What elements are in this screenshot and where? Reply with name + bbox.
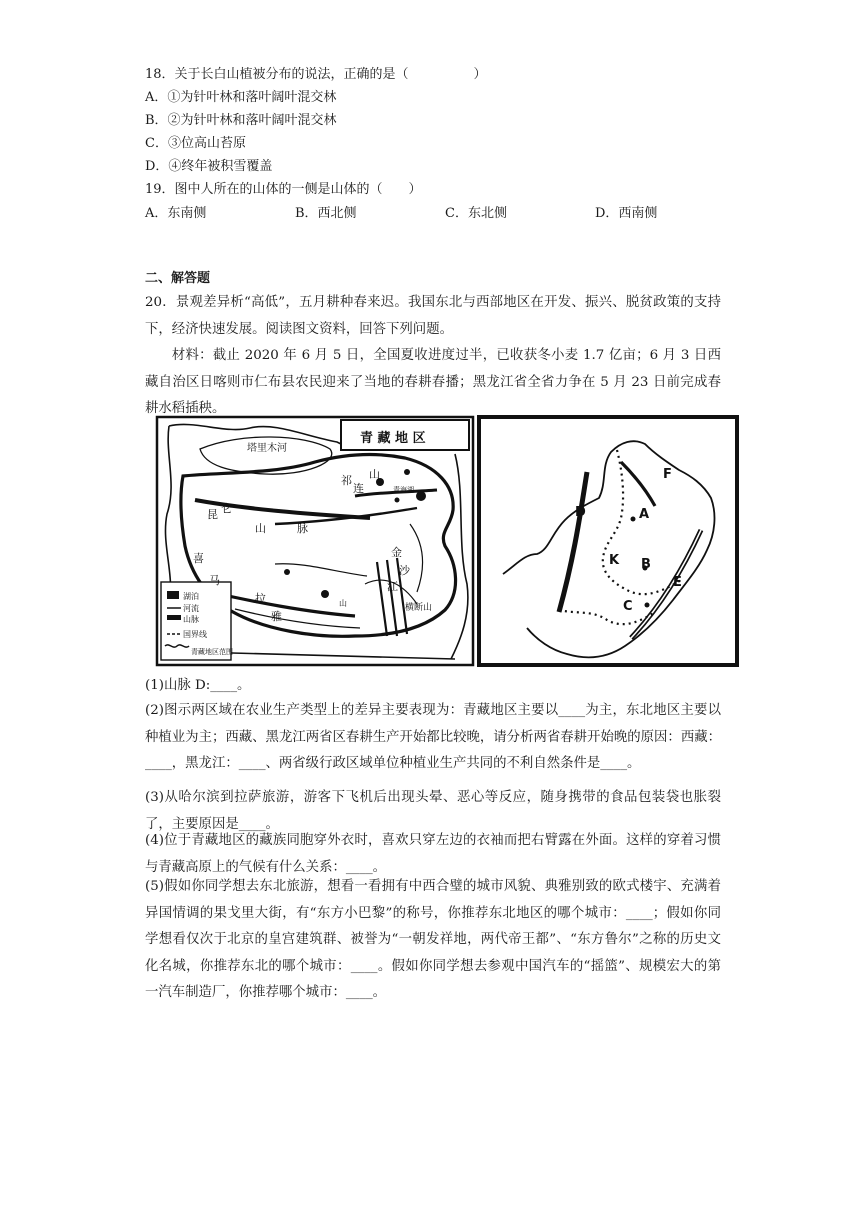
label-sha: 沙 <box>399 564 410 577</box>
q20-sub5: (5)假如你同学想去东北旅游，想看一看拥有中西合璧的城市风貌、典雅别致的欧式楼宇、充满着异国情调的果戈里大街，有“东方小巴黎”的称号，你推荐东北地区的哪个城市：____；假如你同学想看仅次于北京的皇宫建筑群、被誉为“一朝发祥地，两代帝王都”、“东方鲁尔”之称的历史文化名城，你推荐东北的哪个城市：____。假如你同学想去参观中国汽车的“摇篮”、规模宏大的第一汽车制造厂，你推荐哪个城市：____。 <box>145 879 721 1000</box>
label-kun: 昆 <box>207 508 218 521</box>
label-shan-3: 山 <box>339 599 347 608</box>
label-shan-1: 山 <box>369 468 380 481</box>
legend-mountain: 山脉 <box>183 615 199 624</box>
map-figure <box>155 414 740 669</box>
q19-options <box>145 203 705 225</box>
label-la: 拉 <box>255 592 266 605</box>
q18-option-a: A．①为针叶林和落叶阔叶混交林 <box>145 90 337 105</box>
label-ya: 雅 <box>271 610 282 623</box>
q19-option-b: B．西北侧 <box>295 206 357 221</box>
label-mai: 脉 <box>297 522 308 535</box>
label-d: D <box>575 505 586 520</box>
label-a: A <box>639 507 650 522</box>
label-b: B <box>641 557 651 572</box>
q18-option-b: B．②为针叶林和落叶阔叶混交林 <box>145 113 337 128</box>
q20-sub4: (4)位于青藏地区的藏族同胞穿外衣时，喜欢只穿左边的衣袖而把右臂露在外面。这样的穿着习惯与青藏高原上的气候有什么关系：____。 <box>145 833 721 875</box>
label-ma: 马 <box>209 574 220 587</box>
q20-sub2: (2)图示两区域在农业生产类型上的差异主要表现为：青藏地区主要以____为主，东北地区主要以种植业为主；西藏、黑龙江两省区春耕生产开始都比较晚，请分析两省春耕开始晚的原因：西藏：____，黑龙江：____、两省级行政区域单位种植业生产共同的不利自然条件是____。 <box>145 703 721 771</box>
label-k: K <box>609 553 620 568</box>
q19-option-d: D．西南侧 <box>595 206 658 221</box>
label-shan-2: 山 <box>255 522 266 535</box>
region-title: 青 藏 地 区 <box>360 431 426 446</box>
q19-option-a: A．东南侧 <box>145 206 207 221</box>
legend-border: 国界线 <box>183 630 207 639</box>
label-e: E <box>673 575 682 590</box>
label-hengduan: 横断山 <box>405 603 433 613</box>
label-f: F <box>663 467 672 482</box>
q18-stem: 18．关于长白山植被分布的说法，正确的是（ ） <box>145 67 487 82</box>
section-heading: 二、解答题 <box>145 271 211 286</box>
legend-lake: 湖泊 <box>183 592 199 601</box>
label-xi: 喜 <box>193 552 204 565</box>
q20-intro: 20．景观差异析“高低”，五月耕种春来迟。我国东北与西部地区在开发、振兴、脱贫政策的支持下，经济快速发展。阅读图文资料，回答下列问题。 <box>145 295 721 337</box>
label-lian: 连 <box>353 482 364 495</box>
map-figure-svg <box>155 414 740 669</box>
legend-river: 河流 <box>183 604 199 613</box>
label-qinghai-lake: 青海湖 <box>393 486 414 494</box>
label-qi: 祁 <box>341 474 352 487</box>
q20-sub3: (3)从哈尔滨到拉萨旅游，游客下飞机后出现头晕、恶心等反应，随身携带的食品包装袋也胀裂了，主要原因是____。 <box>145 790 721 832</box>
q20-material: 材料：截止 2020 年 6 月 5 日，全国夏收进度过半，已收获冬小麦 1.7 亿亩；6 月 3 日西藏自治区日喀则市仁布县农民迎来了当地的春耕春播；黑龙江省全省力争在 5 月 23 日前完成春耕水稻插秧。 <box>145 348 721 416</box>
legend-region-extent: 青藏地区范围 <box>191 648 233 656</box>
label-lun: 仑 <box>221 502 232 515</box>
label-jiang: 江 <box>387 580 398 593</box>
q19-option-c: C．东北侧 <box>445 206 507 221</box>
q20-sub1: (1)山脉 D:____。 <box>145 678 251 693</box>
q19-stem: 19．图中人所在的山体的一侧是山体的（ ） <box>145 182 422 197</box>
label-jin: 金 <box>391 546 402 559</box>
label-c: C <box>623 599 633 614</box>
q18-option-c: C．③位高山苔原 <box>145 136 246 151</box>
q18-option-d: D．④终年被积雪覆盖 <box>145 159 273 174</box>
label-tarim-river: 塔里木河 <box>247 443 287 454</box>
